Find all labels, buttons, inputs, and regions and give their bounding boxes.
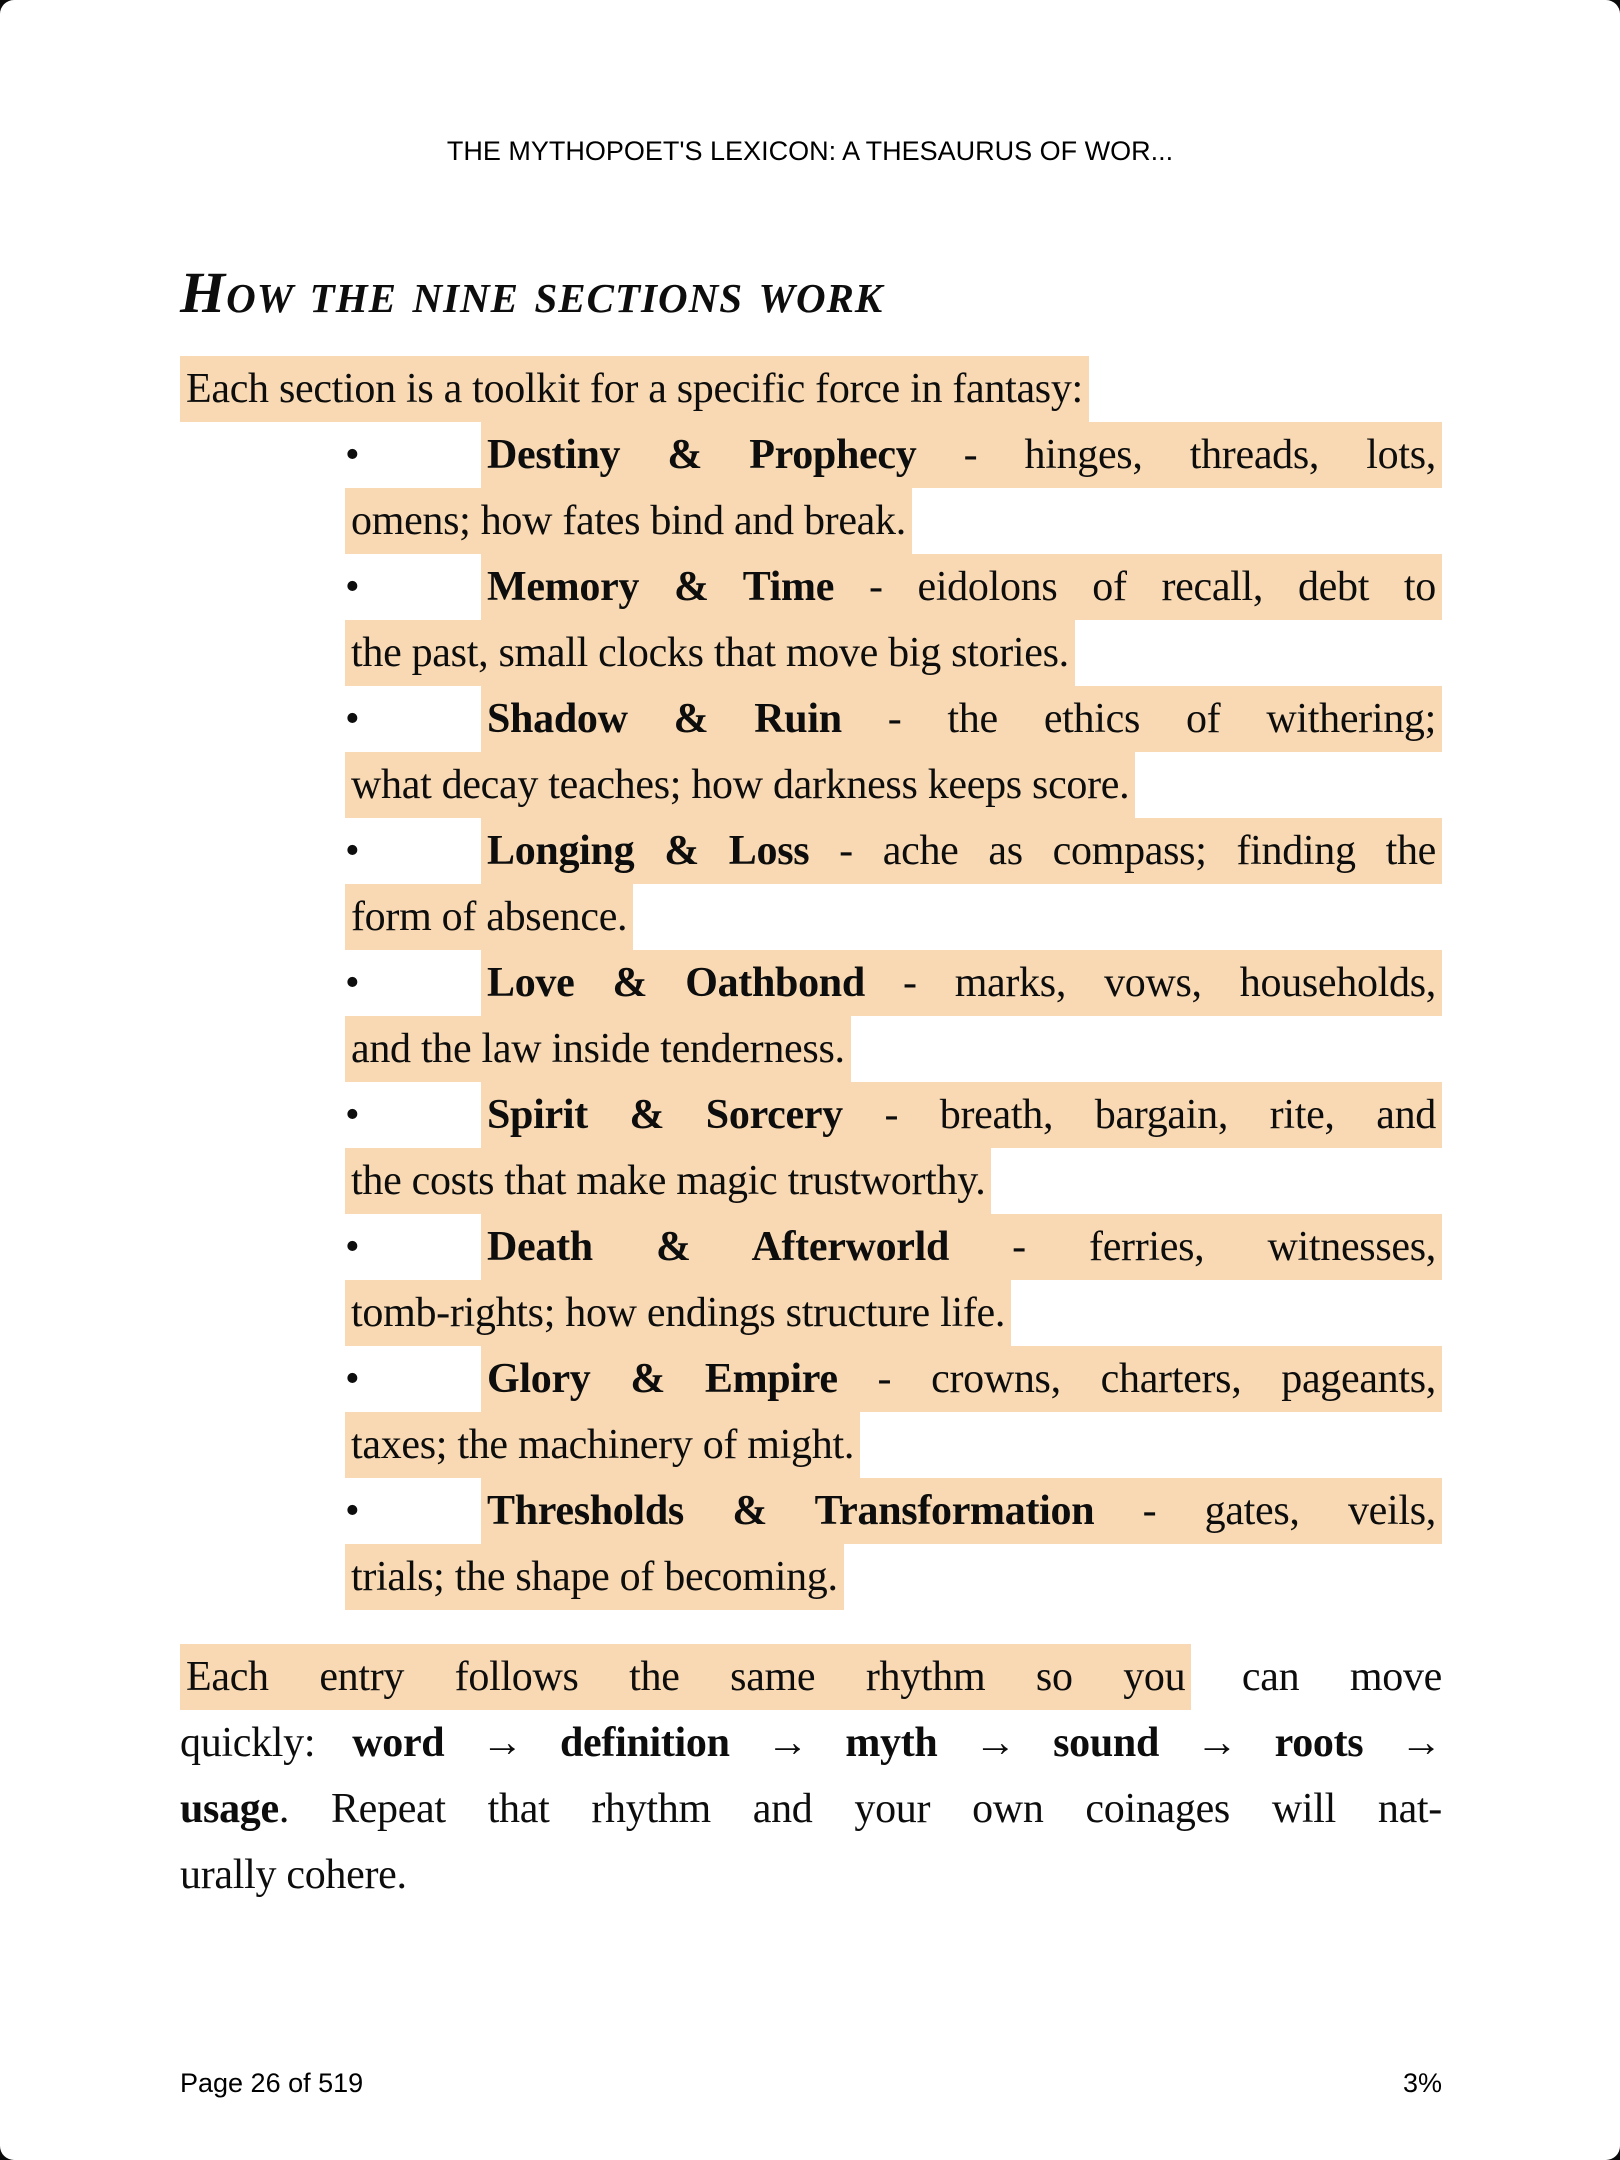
bullet-item: [180, 1478, 1442, 1610]
bullet-marker-icon: •: [345, 432, 360, 478]
bullet-marker-icon: •: [345, 1488, 360, 1534]
bullet-first-line: [180, 554, 1442, 620]
text-segment: definition: [559, 1720, 730, 1766]
bullet-first-line: [180, 950, 1442, 1016]
bullet-item-title: Destiny & Prophecy: [487, 432, 917, 478]
bullet-second-line: [180, 752, 1442, 818]
text-segment: →: [729, 1720, 846, 1766]
bullet-marker-icon: •: [345, 828, 360, 874]
bullet-item-text: - hinges, threads, lots,: [916, 432, 1436, 478]
text-segment: usage: [180, 1786, 279, 1832]
bullet-item-title: Memory & Time: [487, 564, 835, 610]
highlight-span[interactable]: [481, 1214, 1442, 1280]
bullet-item-title: Death & Afterworld: [487, 1224, 950, 1270]
bullet-marker-icon: •: [345, 696, 360, 742]
highlight-span[interactable]: form of absence.: [345, 884, 633, 950]
footer-progress: 3%: [1402, 2068, 1442, 2098]
bullet-second-line: [180, 1544, 1442, 1610]
highlight-span[interactable]: omens; how fates bind and break.: [345, 488, 912, 554]
bullet-second-line: [180, 884, 1442, 950]
bullet-item: [180, 422, 1442, 554]
highlight-span[interactable]: [481, 1082, 1442, 1148]
highlight-span[interactable]: [481, 686, 1442, 752]
outro-line: [180, 1842, 1442, 1908]
bullet-second-line: [180, 1280, 1442, 1346]
book-title-header: [0, 136, 1620, 167]
text-segment: . Repeat that rhythm and your own coinages will nat-: [278, 1786, 1442, 1832]
bullet-item: [180, 1082, 1442, 1214]
bullet-item: [180, 1214, 1442, 1346]
bullet-item: [180, 1346, 1442, 1478]
bullet-marker-icon: •: [345, 960, 360, 1006]
text-segment: →: [937, 1720, 1054, 1766]
outro-line: [180, 1710, 1442, 1776]
bullet-first-line: [180, 1082, 1442, 1148]
highlight-span[interactable]: trials; the shape of becoming.: [345, 1544, 844, 1610]
highlight-span[interactable]: tomb-rights; how endings structure life.: [345, 1280, 1011, 1346]
section-heading: How the nine sections work: [180, 260, 884, 325]
bullet-item: [180, 686, 1442, 818]
highlight-span[interactable]: [481, 422, 1442, 488]
bullet-item-text: - ache as compass; finding the: [809, 828, 1436, 874]
bullet-item-text: - eidolons of recall, debt to: [834, 564, 1436, 610]
book-title: THE MYTHOPOET'S LEXICON: A THESAURUS OF WOR...: [446, 136, 1174, 166]
bullet-item-text: - ferries, witnesses,: [949, 1224, 1436, 1270]
bullet-item-text: - breath, bargain, rite, and: [842, 1092, 1436, 1138]
bullet-item: [180, 818, 1442, 950]
bullet-marker-icon: •: [345, 1224, 360, 1270]
bullet-item-title: Love & Oathbond: [487, 960, 865, 1006]
bullet-item-text: - crowns, charters, pageants,: [837, 1356, 1436, 1402]
bullet-item-title: Shadow & Ruin: [487, 696, 842, 742]
highlight-span[interactable]: Each section is a toolkit for a specific force in fantasy:: [180, 356, 1089, 422]
page-footer: [180, 2068, 1442, 2099]
bullet-marker-icon: •: [345, 1092, 360, 1138]
bullet-second-line: [180, 488, 1442, 554]
text-segment: →: [1159, 1720, 1275, 1766]
highlight-span[interactable]: and the law inside tenderness.: [345, 1016, 851, 1082]
bullet-list: [180, 422, 1442, 1610]
bullet-item-title: Spirit & Sorcery: [487, 1092, 843, 1138]
text-segment: urally cohere.: [180, 1852, 407, 1898]
text-segment: myth: [845, 1720, 938, 1766]
text-segment: roots: [1274, 1720, 1364, 1766]
highlight-span[interactable]: taxes; the machinery of might.: [345, 1412, 860, 1478]
bullet-item-title: Longing & Loss: [487, 828, 810, 874]
outro-paragraph: [180, 1644, 1442, 1908]
bullet-item-title: Glory & Empire: [487, 1356, 838, 1402]
highlight-span[interactable]: what decay teaches; how darkness keeps score.: [345, 752, 1135, 818]
bullet-item-text: - the ethics of withering;: [841, 696, 1436, 742]
highlight-span[interactable]: [481, 950, 1442, 1016]
bullet-item-text: - gates, veils,: [1094, 1488, 1437, 1534]
outro-line: [180, 1776, 1442, 1842]
highlight-span[interactable]: [481, 1478, 1442, 1544]
bullet-second-line: [180, 620, 1442, 686]
bullet-first-line: [180, 686, 1442, 752]
intro-paragraph: [180, 356, 1442, 422]
highlight-span[interactable]: [481, 818, 1442, 884]
highlight-span[interactable]: the costs that make magic trustworthy.: [345, 1148, 991, 1214]
bullet-first-line: [180, 818, 1442, 884]
bullet-item-text: - marks, vows, households,: [864, 960, 1436, 1006]
bullet-first-line: [180, 1214, 1442, 1280]
bullet-marker-icon: •: [345, 564, 360, 610]
bullet-second-line: [180, 1016, 1442, 1082]
highlight-span[interactable]: the past, small clocks that move big stories.: [345, 620, 1075, 686]
text-segment: →: [1363, 1720, 1443, 1766]
bullet-item-title: Thresholds & Transformation: [487, 1488, 1095, 1534]
text-segment: can move: [1191, 1654, 1442, 1700]
highlight-span[interactable]: [481, 1346, 1442, 1412]
bullet-first-line: [180, 1478, 1442, 1544]
text-segment: quickly:: [180, 1720, 353, 1766]
bullet-item: [180, 554, 1442, 686]
bullet-first-line: [180, 422, 1442, 488]
bullet-item: [180, 950, 1442, 1082]
page-content: [180, 240, 1442, 1908]
bullet-first-line: [180, 1346, 1442, 1412]
text-segment: sound: [1053, 1720, 1159, 1766]
bullet-second-line: [180, 1412, 1442, 1478]
highlight-span[interactable]: Each entry follows the same rhythm so you: [180, 1644, 1191, 1710]
text-segment: word: [352, 1720, 445, 1766]
text-segment: →: [444, 1720, 560, 1766]
bullet-marker-icon: •: [345, 1356, 360, 1402]
footer-page-label: Page 26 of 519: [180, 2068, 364, 2098]
highlight-span[interactable]: [481, 554, 1442, 620]
outro-line: [180, 1644, 1442, 1710]
bullet-second-line: [180, 1148, 1442, 1214]
